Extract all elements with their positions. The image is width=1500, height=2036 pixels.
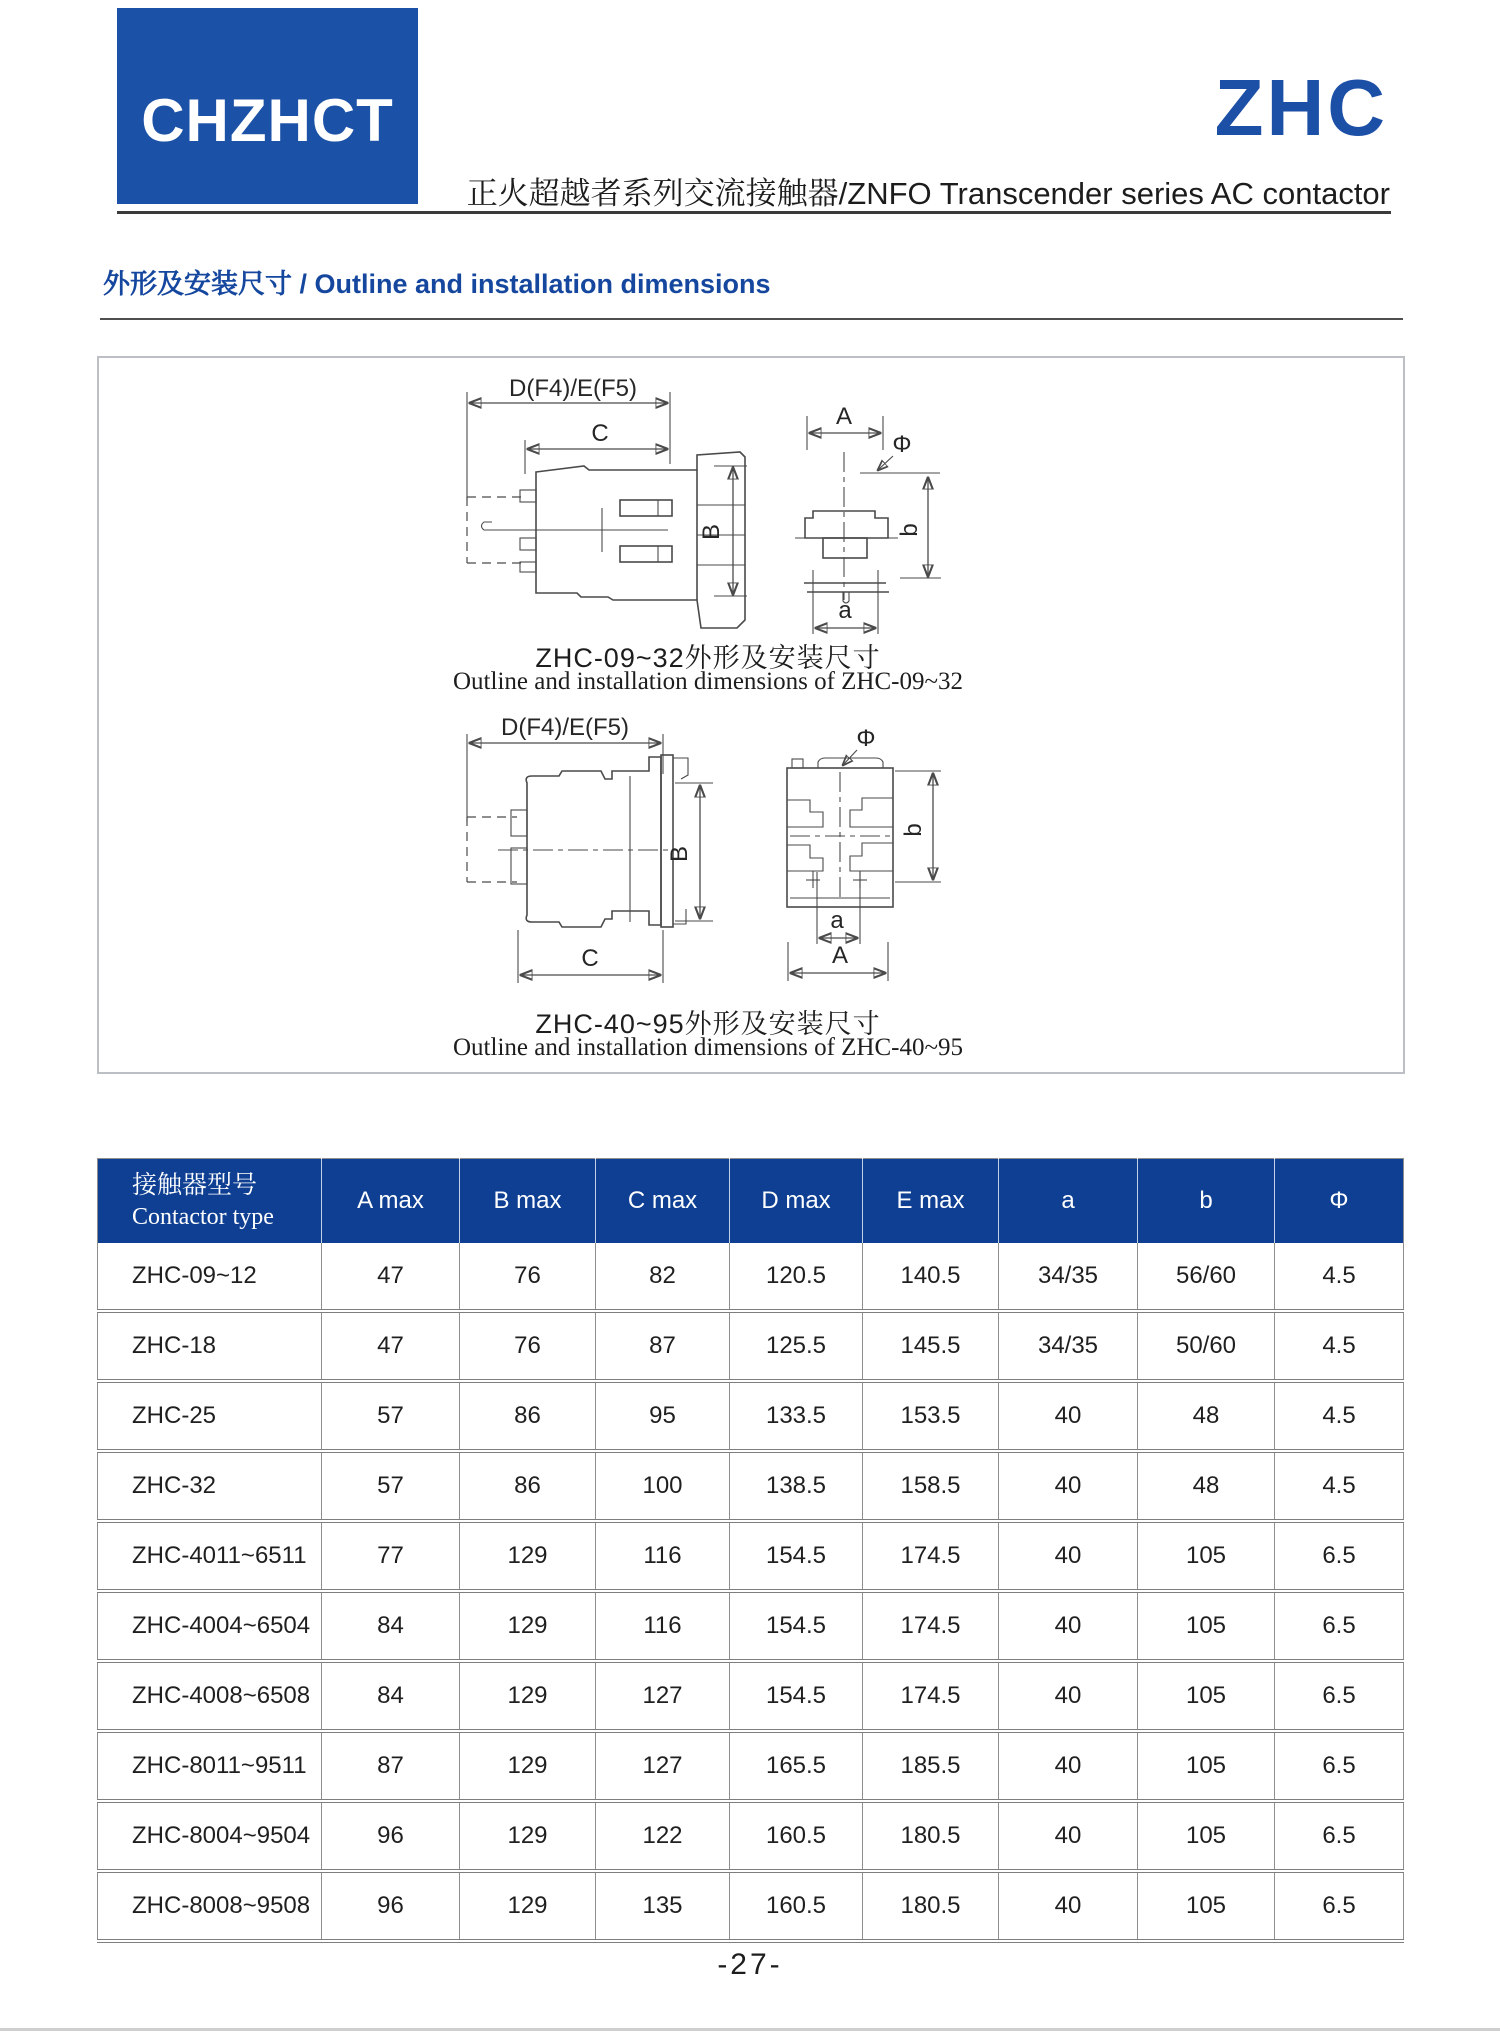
figure1-caption-zh: ZHC-09~32外形及安装尺寸 xyxy=(535,643,881,673)
page-number: -27- xyxy=(717,1948,783,1981)
figure2-caption-en: Outline and installation dimensions of ZHC-40~95 xyxy=(453,1034,963,1061)
contactor-type-cell: ZHC-8008~9508 xyxy=(98,1871,322,1941)
b-cell: 105 xyxy=(1138,1731,1275,1801)
b-cell: 48 xyxy=(1138,1451,1275,1521)
phi-cell: 6.5 xyxy=(1275,1731,1404,1801)
dim-label-phi: Φ xyxy=(892,431,912,458)
a-max-cell: 87 xyxy=(322,1731,460,1801)
section-divider xyxy=(100,318,1403,320)
contactor-type-cell: ZHC-18 xyxy=(98,1311,322,1381)
a-cell: 34/35 xyxy=(999,1243,1138,1311)
e-max-cell: 145.5 xyxy=(863,1311,999,1381)
a-cell: 40 xyxy=(999,1451,1138,1521)
e-max-cell: 185.5 xyxy=(863,1731,999,1801)
column-header-a: a xyxy=(999,1159,1138,1244)
phi-cell: 4.5 xyxy=(1275,1311,1404,1381)
phi-cell: 6.5 xyxy=(1275,1521,1404,1591)
d-max-cell: 120.5 xyxy=(730,1243,863,1311)
b-max-cell: 129 xyxy=(460,1871,596,1941)
table-row xyxy=(98,1731,1404,1801)
d-max-cell: 160.5 xyxy=(730,1801,863,1871)
table-row xyxy=(98,1661,1404,1731)
a-cell: 40 xyxy=(999,1871,1138,1941)
a-max-cell: 57 xyxy=(322,1451,460,1521)
d-max-cell: 125.5 xyxy=(730,1311,863,1381)
contactor-type-cell: ZHC-09~12 xyxy=(98,1243,322,1311)
c-max-cell: 100 xyxy=(596,1451,730,1521)
b-cell: 105 xyxy=(1138,1871,1275,1941)
a-max-cell: 57 xyxy=(322,1381,460,1451)
b-max-cell: 129 xyxy=(460,1661,596,1731)
b-max-cell: 86 xyxy=(460,1381,596,1451)
c-max-cell: 116 xyxy=(596,1591,730,1661)
phi-cell: 4.5 xyxy=(1275,1451,1404,1521)
phi-cell: 6.5 xyxy=(1275,1801,1404,1871)
dim-label-c: C xyxy=(591,420,609,447)
table-row xyxy=(98,1521,1404,1591)
column-header-type-en: Contactor type xyxy=(132,1203,274,1230)
contactor-type-cell: ZHC-4011~6511 xyxy=(98,1521,322,1591)
a-max-cell: 77 xyxy=(322,1521,460,1591)
dim-label-b: B xyxy=(698,523,725,541)
c-max-cell: 127 xyxy=(596,1661,730,1731)
dim-label-a-small: a xyxy=(838,597,852,624)
contactor-type-cell: ZHC-8011~9511 xyxy=(98,1731,322,1801)
contactor-type-cell: ZHC-25 xyxy=(98,1381,322,1451)
column-header-phi: Φ xyxy=(1275,1159,1404,1244)
column-header-a-max: A max xyxy=(322,1159,460,1244)
d-max-cell: 133.5 xyxy=(730,1381,863,1451)
e-max-cell: 174.5 xyxy=(863,1661,999,1731)
d-max-cell: 165.5 xyxy=(730,1731,863,1801)
dim-label-a-top: A xyxy=(835,403,853,430)
a-max-cell: 96 xyxy=(322,1801,460,1871)
e-max-cell: 153.5 xyxy=(863,1381,999,1451)
dim-label-a-small: a xyxy=(830,907,844,934)
dim-label-b-small: b xyxy=(896,523,923,537)
c-max-cell: 122 xyxy=(596,1801,730,1871)
b-cell: 105 xyxy=(1138,1591,1275,1661)
a-cell: 40 xyxy=(999,1521,1138,1591)
a-max-cell: 47 xyxy=(322,1311,460,1381)
page-bottom-edge xyxy=(0,2028,1500,2031)
series-subtitle: 正火超越者系列交流接触器/ZNFO Transcender series AC contactor xyxy=(466,176,1390,211)
table-header xyxy=(98,1159,1404,1244)
b-max-cell: 76 xyxy=(460,1311,596,1381)
header-rule xyxy=(117,211,1391,214)
dim-label-b-small: b xyxy=(900,823,927,837)
e-max-cell: 180.5 xyxy=(863,1871,999,1941)
c-max-cell: 82 xyxy=(596,1243,730,1311)
c-max-cell: 95 xyxy=(596,1381,730,1451)
a-cell: 40 xyxy=(999,1591,1138,1661)
b-cell: 56/60 xyxy=(1138,1243,1275,1311)
contactor-type-cell: ZHC-32 xyxy=(98,1451,322,1521)
e-max-cell: 180.5 xyxy=(863,1801,999,1871)
phi-cell: 4.5 xyxy=(1275,1381,1404,1451)
b-cell: 105 xyxy=(1138,1521,1275,1591)
b-cell: 105 xyxy=(1138,1661,1275,1731)
product-code: ZHC xyxy=(1214,63,1388,152)
a-cell: 34/35 xyxy=(999,1311,1138,1381)
logo-text: CHZHCT xyxy=(141,86,394,154)
a-max-cell: 47 xyxy=(322,1243,460,1311)
b-max-cell: 76 xyxy=(460,1243,596,1311)
a-max-cell: 84 xyxy=(322,1591,460,1661)
mounting-view xyxy=(795,403,941,634)
c-max-cell: 116 xyxy=(596,1521,730,1591)
column-header-e-max: E max xyxy=(863,1159,999,1244)
column-header-b: b xyxy=(1138,1159,1275,1244)
e-max-cell: 174.5 xyxy=(863,1591,999,1661)
b-cell: 105 xyxy=(1138,1801,1275,1871)
a-cell: 40 xyxy=(999,1731,1138,1801)
b-max-cell: 129 xyxy=(460,1731,596,1801)
c-max-cell: 87 xyxy=(596,1311,730,1381)
table-row xyxy=(98,1381,1404,1451)
c-max-cell: 135 xyxy=(596,1871,730,1941)
e-max-cell: 174.5 xyxy=(863,1521,999,1591)
e-max-cell: 158.5 xyxy=(863,1451,999,1521)
b-max-cell: 129 xyxy=(460,1591,596,1661)
a-max-cell: 84 xyxy=(322,1661,460,1731)
b-max-cell: 86 xyxy=(460,1451,596,1521)
table-row xyxy=(98,1591,1404,1661)
phi-cell: 6.5 xyxy=(1275,1871,1404,1941)
logo-block xyxy=(117,8,418,204)
dim-label-a-top: A xyxy=(831,942,849,969)
dim-label-phi: Φ xyxy=(856,725,876,752)
table-header-row xyxy=(98,1159,1404,1244)
d-max-cell: 154.5 xyxy=(730,1591,863,1661)
a-cell: 40 xyxy=(999,1801,1138,1871)
dim-label-width: D(F4)/E(F5) xyxy=(501,714,629,741)
outline-drawing-zhc-40-95 xyxy=(440,700,960,1020)
contactor-type-cell: ZHC-4004~6504 xyxy=(98,1591,322,1661)
table-row xyxy=(98,1871,1404,1941)
figure2-caption-zh: ZHC-40~95外形及安装尺寸 xyxy=(535,1009,881,1039)
side-view xyxy=(467,714,713,983)
c-max-cell: 127 xyxy=(596,1731,730,1801)
d-max-cell: 154.5 xyxy=(730,1661,863,1731)
column-header-b-max: B max xyxy=(460,1159,596,1244)
dimensions-table xyxy=(97,1158,1404,1943)
phi-cell: 4.5 xyxy=(1322,1262,1356,1289)
b-cell: 50/60 xyxy=(1138,1311,1275,1381)
e-max-cell: 140.5 xyxy=(863,1243,999,1311)
d-max-cell: 154.5 xyxy=(730,1521,863,1591)
dim-label-c: C xyxy=(581,945,599,972)
a-max-cell: 96 xyxy=(322,1871,460,1941)
b-max-cell: 129 xyxy=(460,1521,596,1591)
column-header-c-max: C max xyxy=(596,1159,730,1244)
dim-label-width: D(F4)/E(F5) xyxy=(509,375,637,402)
column-header-type-zh: 接触器型号 xyxy=(132,1171,258,1200)
mounting-view xyxy=(787,725,941,981)
contactor-type-cell: ZHC-4008~6508 xyxy=(98,1661,322,1731)
table-row xyxy=(98,1243,1404,1311)
column-header-contactor-type xyxy=(98,1159,322,1244)
contactor-type-cell: ZHC-8004~9504 xyxy=(98,1801,322,1871)
d-max-cell: 138.5 xyxy=(730,1451,863,1521)
table-row xyxy=(98,1801,1404,1871)
figure1-caption-en: Outline and installation dimensions of ZHC-09~32 xyxy=(453,668,963,695)
section-title: 外形及安装尺寸 / Outline and installation dimensions xyxy=(103,269,771,299)
table-body xyxy=(98,1243,1404,1941)
a-cell: 40 xyxy=(999,1381,1138,1451)
b-max-cell: 129 xyxy=(460,1801,596,1871)
b-cell: 48 xyxy=(1138,1381,1275,1451)
column-header-d-max: D max xyxy=(730,1159,863,1244)
table-row xyxy=(98,1311,1404,1381)
a-cell: 40 xyxy=(999,1661,1138,1731)
d-max-cell: 160.5 xyxy=(730,1871,863,1941)
table-row xyxy=(98,1451,1404,1521)
side-view xyxy=(467,375,747,628)
phi-cell: 6.5 xyxy=(1275,1591,1404,1661)
dim-label-b: B xyxy=(666,845,693,863)
phi-cell: 6.5 xyxy=(1275,1661,1404,1731)
